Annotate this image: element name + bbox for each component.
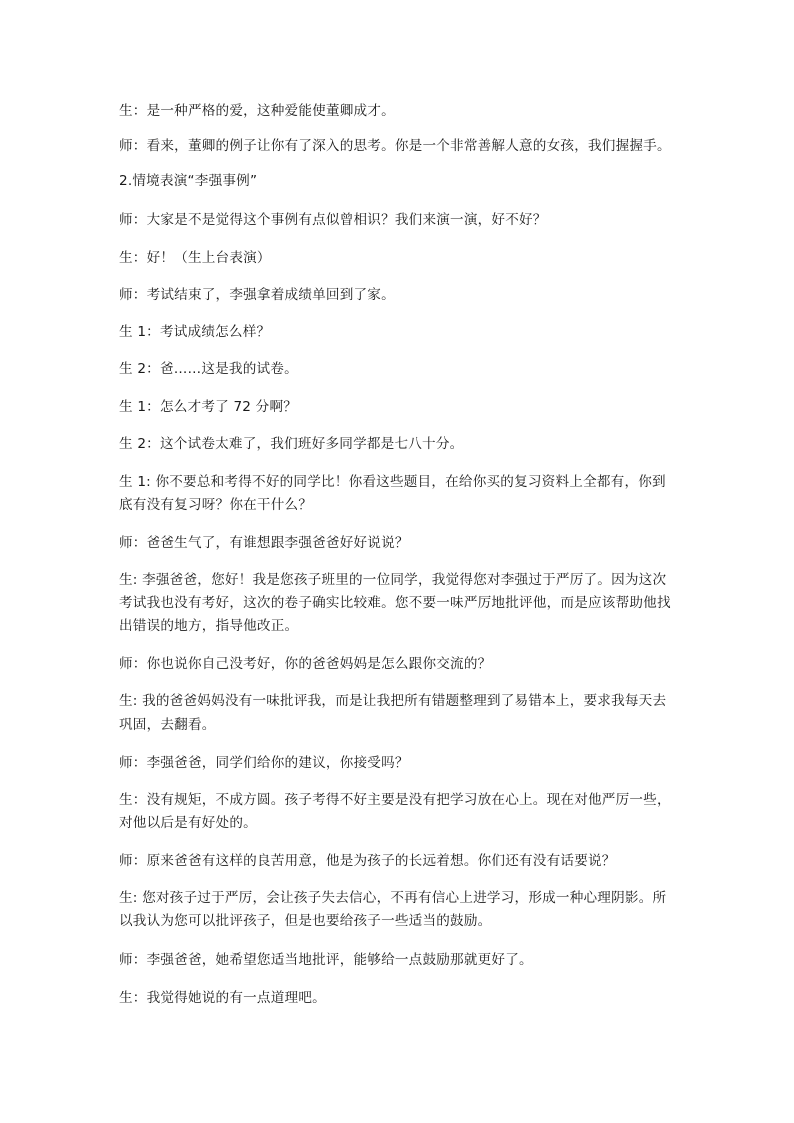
dialogue-line: 出错误的地方，指导他改正。 [119,618,299,634]
dialogue-line: 师：看来，董卿的例子让你有了深入的思考。你是一个非常善解人意的女孩，我们握握手。 [119,138,671,154]
dialogue-line: 生 2：这个试卷太难了，我们班好多同学都是七八十分。 [119,436,464,452]
dialogue-line: 师：原来爸爸有这样的良苦用意，他是为孩子的长远着想。你们还有没有话要说？ [119,853,616,869]
dialogue-line: 巩固，去翻看。 [119,717,216,733]
dialogue-line: 师：大家是不是觉得这个事例有点似曾相识？我们来演一演，好不好？ [119,212,547,228]
dialogue-line: 师：考试结束了，李强拿着成绩单回到了家。 [119,287,395,303]
dialogue-line: 底有没有复习呀？你在干什么？ [119,497,313,513]
dialogue-line: 生 2：爸……这是我的试卷。 [119,361,298,377]
dialogue-line: 生：好！（生上台表演） [119,250,271,266]
dialogue-line: 生：没有规矩，不成方圆。孩子考得不好主要是没有把学习放在心上。现在对他严厉一些， [119,792,671,808]
dialogue-line: 师：李强爸爸，她希望您适当地批评，能够给一点鼓励那就更好了。 [119,952,533,968]
dialogue-line: 生: 李强爸爸，您好！我是您孩子班里的一位同学，我觉得您对李强过于严厉了。因为这次 [119,572,667,588]
dialogue-line: 对他以后是有好处的。 [119,815,257,831]
dialogue-line: 生: 您对孩子过于严厉，会让孩子失去信心，不再有信心上进学习，形成一种心理阴影。所 [119,890,667,906]
dialogue-line: 生 1: 你不要总和考得不好的同学比！你看这些题目，在给你买的复习资料上全都有，你到 [119,474,666,490]
dialogue-line: 生 1：怎么才考了 72 分啊？ [119,399,298,415]
dialogue-line: 考试我也没有考好，这次的卷子确实比较难。您不要一味严厉地批评他，而是应该帮助他找 [119,595,671,611]
dialogue-line: 生：是一种严格的爱，这种爱能使董卿成才。 [119,103,395,119]
dialogue-line: 生 1：考试成绩怎么样？ [119,324,271,340]
dialogue-line: 生：我觉得她说的有一点道理吧。 [119,990,326,1006]
dialogue-line: 以我认为您可以批评孩子，但是也要给孩子一些适当的鼓励。 [119,913,492,929]
dialogue-line: 师：爸爸生气了，有谁想跟李强爸爸好好说说？ [119,535,409,551]
dialogue-line: 师：李强爸爸，同学们给你的建议，你接受吗？ [119,755,409,771]
dialogue-line: 生: 我的爸爸妈妈没有一味批评我，而是让我把所有错题整理到了易错本上，要求我每天去 [119,693,667,709]
dialogue-line: 师：你也说你自己没考好，你的爸爸妈妈是怎么跟你交流的？ [119,656,492,672]
section-heading: 2.情境表演“李强事例” [119,173,258,189]
